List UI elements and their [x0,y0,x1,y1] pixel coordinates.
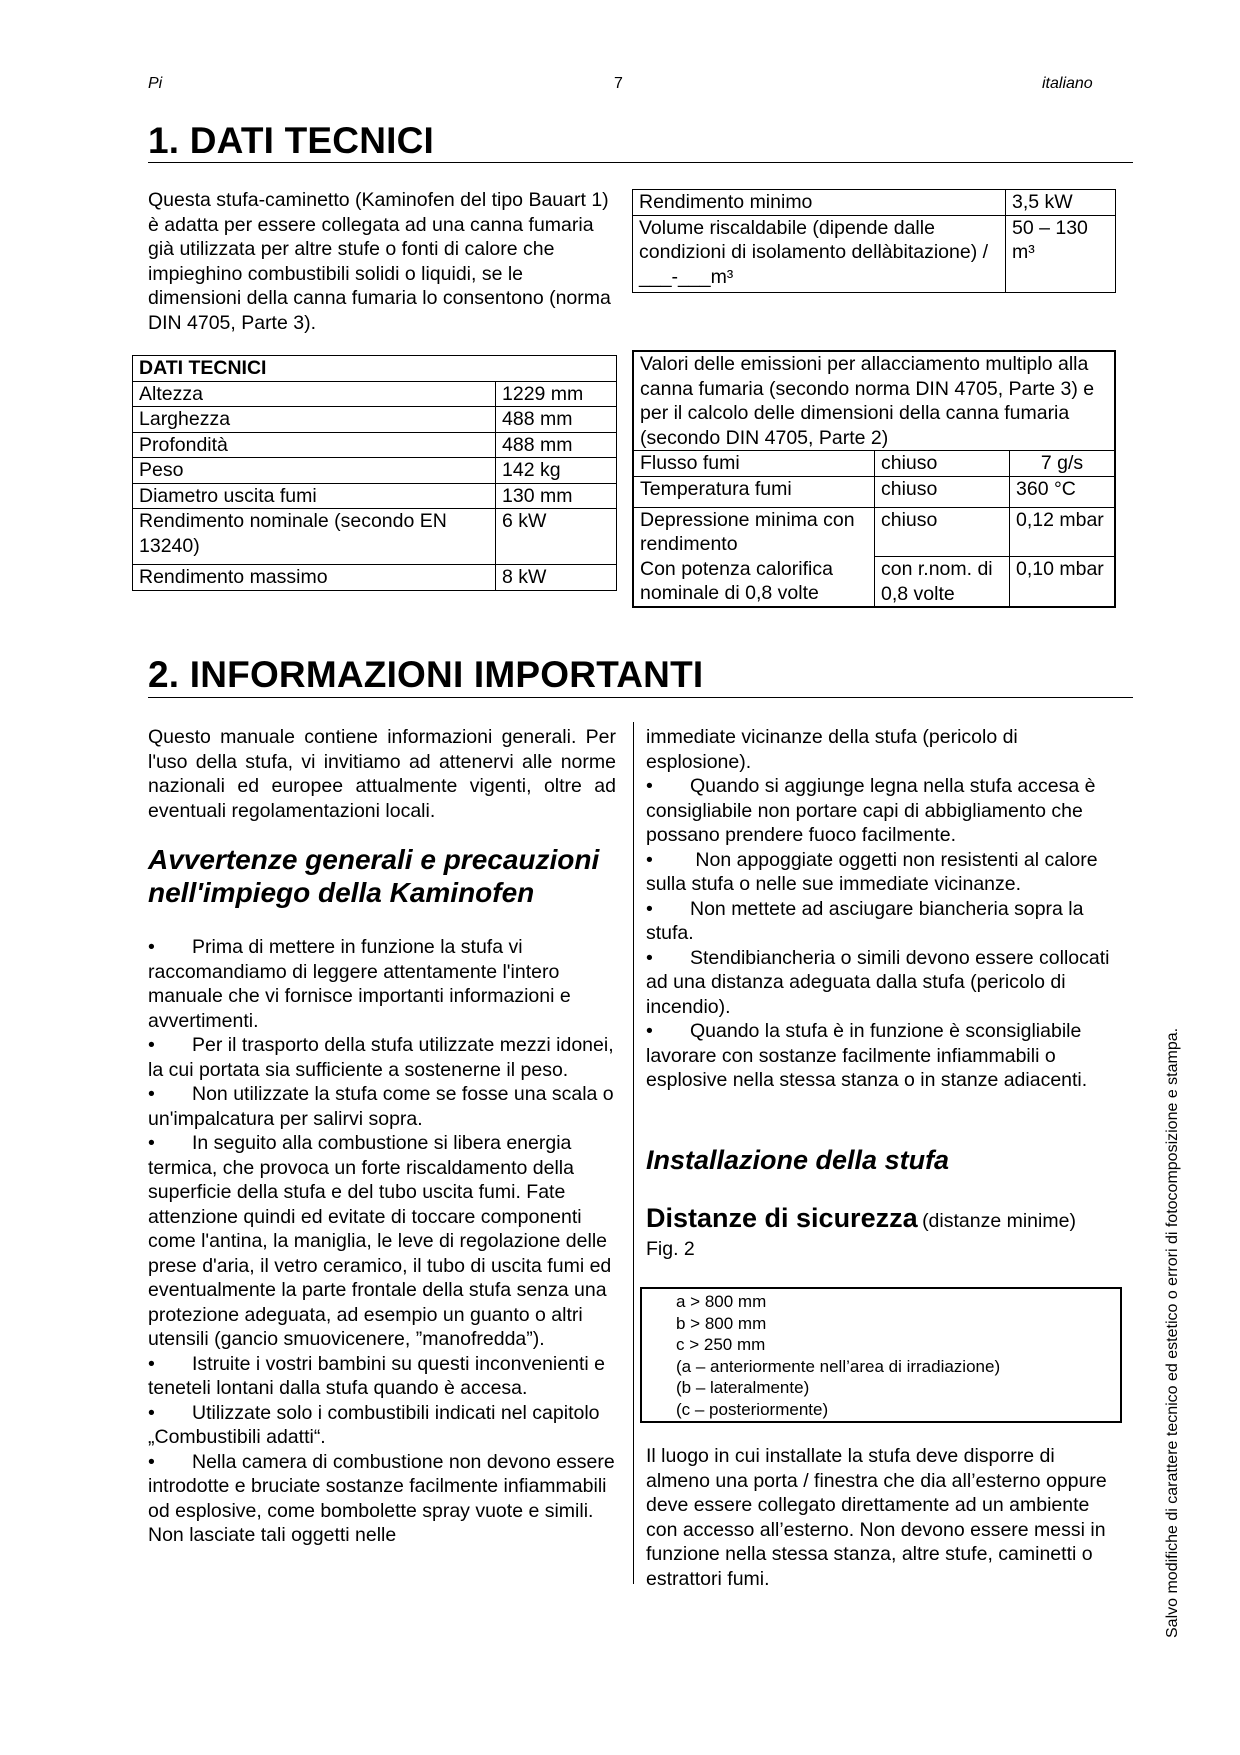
perf-value: 3,5 kW [1006,190,1116,216]
list-item: • Utilizzate solo i combustibili indicati nel capitolo „Combustibili adatti“. [148,1401,600,1448]
emission-label: Con potenza calorifica nominale di 0,8 volte [633,557,875,608]
tech-value: 488 mm [496,407,617,433]
emission-label: Flusso fumi [633,451,875,477]
distance-line: a > 800 mm [676,1292,767,1311]
perf-label: Rendimento minimo [633,190,1006,216]
distance-line: c > 250 mm [676,1335,766,1354]
tech-value: 130 mm [496,483,617,509]
install-text: Il luogo in cui installate la stufa deve disporre di almeno una porta / finestra che dia all’esterno oppure deve essere collegato direttamente ad un ambiente con accesso all’esterno. Non devono essere messi in funzione nella stessa stanza, altre stufe, caminetti o estrattori fumi. [646,1445,1107,1590]
tech-label: Profondità [133,432,496,458]
emission-label: Depressione minima con rendimento [633,507,875,557]
section1-intro: Questa stufa-caminetto (Kaminofen del tipo Bauart 1) è adatta per essere collegata ad una canna fumaria già utilizzata per altre stufe o fonti di calore che impieghino combustibili solidi o liquidi, se le dimensioni della canna fumaria lo consentono (norma DIN 4705, Parte 3). [148,189,611,334]
bullet-icon: • [646,775,653,797]
bullet-icon: • [148,1034,155,1056]
warnings-list-left [148,935,618,1548]
bullet-icon: • [646,897,653,920]
emission-condition: chiuso [875,451,1010,477]
emissions-table [632,350,1116,608]
section1-title: 1. DATI TECNICI [148,120,434,161]
tech-label: Peso [133,458,496,484]
tech-value: 6 kW [496,509,617,565]
column-divider [633,722,634,1584]
distance-line: (a – anteriormente nell’area di irradiazione) [676,1356,1001,1376]
tech-value: 142 kg [496,458,617,484]
emission-condition: con r.nom. di 0,8 volte [875,557,1010,608]
bullet-icon: • [148,1352,155,1375]
bullet-icon: • [148,1401,155,1424]
bullet-icon: • [148,1132,155,1154]
section2-rule [148,697,1133,698]
tech-table-header: DATI TECNICI [133,356,617,382]
distance-line: b > 800 mm [676,1313,767,1333]
section1-rule [148,162,1133,163]
bullet-icon: • [148,1450,155,1473]
tech-value: 8 kW [496,565,617,591]
page-number: 7 [614,75,623,92]
list-item: • Nella camera di combustione non devono essere introdotte e bruciate sostanze facilmente infiammabili od esplosive, come bombolette spray vuote e simili. Non lasciate tali oggetti nelle [148,1450,615,1546]
distances-title: Distanze di sicurezza [646,1203,918,1233]
emission-condition: chiuso [875,507,1010,557]
emission-value: 360 °C [1010,476,1116,507]
list-item: • Non utilizzate la stufa come se fosse una scala o un'impalcatura per salirvi sopra. [148,1083,614,1130]
distance-line: (c – posteriormente) [676,1399,829,1419]
emission-label: Temperatura fumi [633,476,875,507]
warnings-list-right [646,725,1116,1093]
distances-heading [646,1203,1126,1238]
tech-data-table [132,355,617,591]
bullet-icon: • [148,1083,155,1105]
tech-label: Rendimento massimo [133,565,496,591]
emission-value: 0,12 mbar [1010,507,1116,557]
performance-table [632,189,1116,293]
list-item: • Non mettete ad asciugare biancheria sopra la stufa. [646,897,1084,944]
tech-label: Larghezza [133,407,496,433]
list-item: • Non appoggiate oggetti non resistenti al calore sulla stufa o nelle sue immediate vicinanze. [646,848,1098,895]
emission-value: 7 g/s [1010,451,1116,477]
distance-line: (b – lateralmente) [676,1378,810,1397]
distances-box [640,1287,1122,1423]
emission-condition: chiuso [875,476,1010,507]
list-item: • Istruite i vostri bambini su questi inconvenienti e teneteli lontani dalla stufa quando è accesa. [148,1352,605,1399]
list-item: • In seguito alla combustione si libera energia termica, che provoca un forte riscaldamento della superficie della stufa e del tubo uscita fumi. Fate attenzione quindi ed evitate di toccare componenti come l'antina, la maniglia, le leve di regolazione delle prese d'aria, il vetro ceramico, il tubo di uscita fumi ed eventualmente la parte frontale della stufa senza una protezione adeguata, ad esempio un guanto o altri utensili (gancio smuovicenere, ”manofredda”). [148,1132,612,1350]
perf-label: Volume riscaldabile (dipende dalle condizioni di isolamento dellàbitazione) / ___-___m³ [633,215,1006,292]
distances-note: (distanze minime) [922,1210,1076,1232]
tech-value: 1229 mm [496,381,617,407]
tech-label: Rendimento nominale (secondo EN 13240) [133,509,496,565]
figure-reference: Fig. 2 [646,1238,695,1260]
continued-text: immediate vicinanze della stufa (pericolo di esplosione). [646,726,1018,773]
list-item: • Quando si aggiunge legna nella stufa accesa è consigliabile non portare capi di abbigliamento che possano prendere fuoco facilmente. [646,775,1096,846]
tech-label: Diametro uscita fumi [133,483,496,509]
bullet-icon: • [646,1020,653,1042]
list-item: • Per il trasporto della stufa utilizzate mezzi idonei, la cui portata sia sufficiente a sostenerne il peso. [148,1034,614,1081]
perf-value: 50 – 130 m³ [1006,215,1116,292]
bullet-icon: • [646,848,653,871]
side-note: Salvo modifiche di carattere tecnico ed estetico o errori di fotocomposizione e stampa. [1164,1027,1181,1638]
tech-value: 488 mm [496,432,617,458]
header-language: italiano [1042,75,1093,92]
tech-label: Altezza [133,381,496,407]
emissions-header: Valori delle emissioni per allacciamento multiplo alla canna fumaria (secondo norma DIN 4705, Parte 3) e per il calcolo delle dimensioni della canna fumaria (secondo DIN 4705, Parte 2) [633,351,1115,451]
list-item: • Quando la stufa è in funzione è sconsigliabile lavorare con sostanze facilmente infiammabili o esplosive nella stessa stanza o in stanze adiacenti. [646,1020,1088,1091]
bullet-icon: • [646,946,653,969]
section2-intro: Questo manuale contiene informazioni generali. Per l'uso della stufa, vi invitiamo ad attenervi alle norme nazionali ed europee attualmente vigenti, oltre ad eventuali regolamentazioni locali. [148,726,616,822]
list-item: • Stendibiancheria o simili devono essere collocati ad una distanza adeguata dalla stufa (pericolo di incendio). [646,946,1110,1018]
warnings-title: Avvertenze generali e precauzioni nell'impiego della Kaminofen [148,844,600,908]
emission-value: 0,10 mbar [1010,557,1116,608]
list-item: • Prima di mettere in funzione la stufa vi raccomandiamo di leggere attentamente l'intero manuale che vi fornisce importanti informazioni e avvertimenti. [148,936,571,1032]
section2-title: 2. INFORMAZIONI IMPORTANTI [148,654,704,695]
install-title: Installazione della stufa [646,1145,950,1175]
bullet-icon: • [148,936,155,958]
header-left: Pi [148,75,163,92]
